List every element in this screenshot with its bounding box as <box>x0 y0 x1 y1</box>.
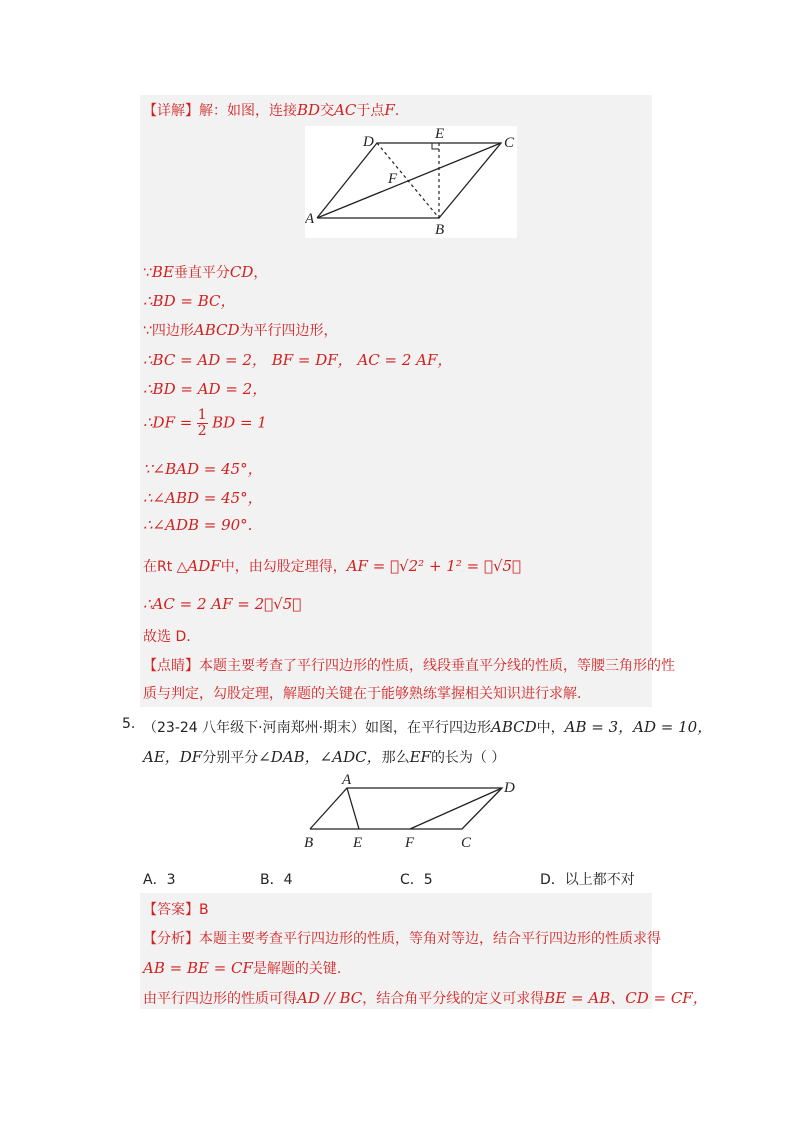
step-line-4: ∵四边形ABCD为平行四边形， <box>143 321 338 339</box>
question5-line-2: AE，DF分别平分∠DAB，∠ADC，那么EF的长为（ ） <box>143 748 506 766</box>
step-line-8: ∵∠BAD = 45°， <box>143 460 263 478</box>
solution-detail-line: 【详解】解：如图，连接BD交AC于点F. <box>143 101 400 119</box>
comment-line-1: 【点睛】本题主要考查了平行四边形的性质，线段垂直平分线的性质，等腰三角形的性 <box>143 658 675 674</box>
label-A: A <box>342 772 352 788</box>
label-B: B <box>435 222 445 238</box>
label-E: E <box>435 126 445 142</box>
step-line-2: ∵BE垂直平分CD， <box>143 263 268 281</box>
step-line-11: 在Rt △ADF中，由勾股定理得，AF = ⃞√2² + 1² = ⃞√5， <box>143 557 522 575</box>
option-c[interactable]: C．5 <box>400 872 433 888</box>
label-C: C <box>461 835 472 851</box>
fraction-one-half: $\frac{1}{2}$ <box>197 407 207 439</box>
label-A: A <box>305 211 315 227</box>
question-number: 5. <box>122 716 136 732</box>
step-line-6: ∴BD = AD = 2， <box>143 380 268 398</box>
comment-line-2: 质与判定，勾股定理，解题的关键在于能够熟练掌握相关知识进行求解. <box>143 686 582 702</box>
label-F: F <box>388 171 398 187</box>
label-D: D <box>363 134 374 150</box>
step-line-7: ∴DF = $\frac{1}{2}$ BD = 1 <box>143 407 267 439</box>
parallelogram-figure-1 <box>305 126 517 238</box>
option-d[interactable]: D．以上都不对 <box>540 872 635 888</box>
answer-line: 【答案】B <box>143 902 209 918</box>
label-E: E <box>353 835 363 851</box>
step-line-12: ∴AC = 2 AF = 2⃞√5， <box>143 595 302 613</box>
analysis-line-3: 由平行四边形的性质可得AD // BC，结合角平分线的定义可求得BE = AB、CD = CF， <box>143 989 708 1007</box>
label-C: C <box>504 135 515 151</box>
step-line-13: 故选 D. <box>143 629 191 645</box>
parallelogram-figure-2 <box>295 772 525 854</box>
option-a[interactable]: A．3 <box>143 872 176 888</box>
step-line-5: ∴BC = AD = 2， BF = DF， AC = 2 AF， <box>143 351 453 369</box>
label-D: D <box>504 780 515 796</box>
label-F: F <box>405 835 415 851</box>
option-b[interactable]: B．4 <box>260 872 293 888</box>
analysis-line-1: 【分析】本题主要考查平行四边形的性质，等角对等边，结合平行四边形的性质求得 <box>143 931 661 947</box>
step-line-9: ∴∠ABD = 45°， <box>143 489 263 507</box>
step-line-3: ∴BD = BC， <box>143 292 236 310</box>
question5-line-1: （23-24 八年级下·河南郑州·期末）如图，在平行四边形ABCD中，AB = 3，AD = 10， <box>143 718 713 736</box>
step-line-10: ∴∠ADB = 90°. <box>143 516 253 534</box>
label-B: B <box>304 835 314 851</box>
analysis-line-2: AB = BE = CF是解题的关键. <box>143 959 342 977</box>
